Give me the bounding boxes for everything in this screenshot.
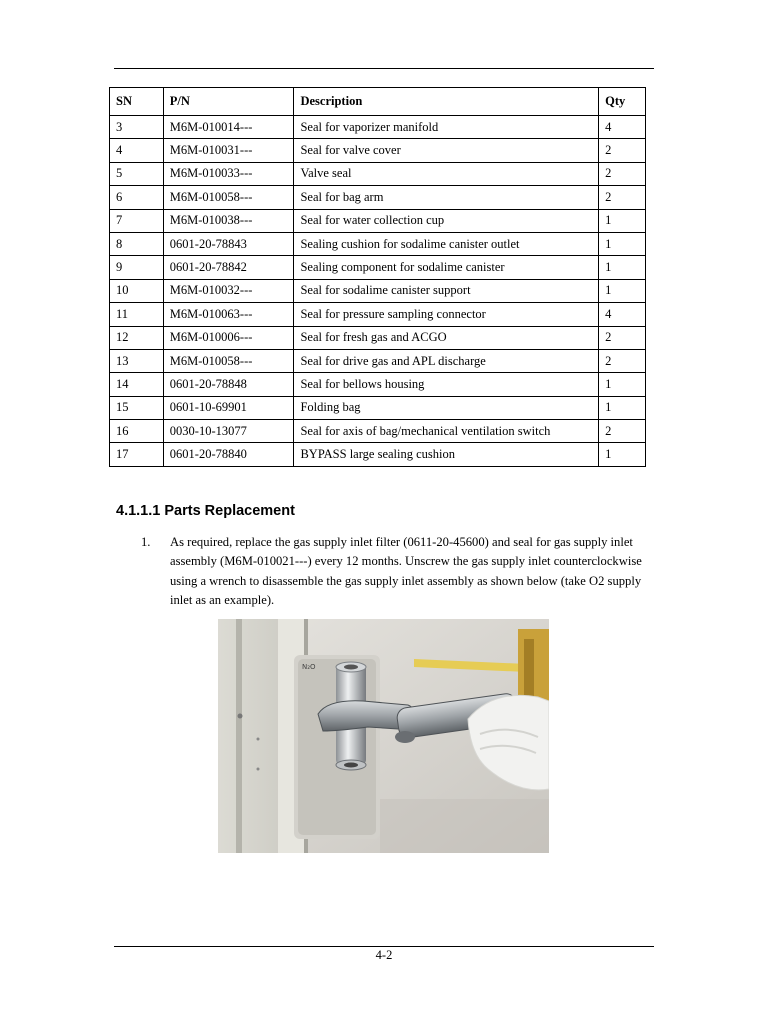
table-row (110, 116, 646, 139)
table-row (110, 162, 646, 185)
header-sn: SN (110, 88, 164, 116)
cell-pn: 0601-20-78842 (163, 256, 294, 279)
instruction-step (141, 533, 661, 610)
cell-sn: 17 (110, 443, 164, 466)
cell-sn: 9 (110, 256, 164, 279)
cell-qty: 4 (599, 303, 646, 326)
cell-qty: 1 (599, 373, 646, 396)
table-row (110, 139, 646, 162)
table-row (110, 420, 646, 443)
step-number: 1. (141, 535, 151, 549)
table-row (110, 256, 646, 279)
table-row (110, 303, 646, 326)
cell-pn: 0601-10-69901 (163, 396, 294, 419)
cell-qty: 1 (599, 209, 646, 232)
cell-pn: M6M-010058--- (163, 349, 294, 372)
cell-description: Seal for sodalime canister support (294, 279, 599, 302)
cell-pn: M6M-010063--- (163, 303, 294, 326)
cell-sn: 10 (110, 279, 164, 302)
table-row (110, 186, 646, 209)
cell-qty: 2 (599, 420, 646, 443)
cell-pn: M6M-010031--- (163, 139, 294, 162)
cell-sn: 13 (110, 349, 164, 372)
cell-description: BYPASS large sealing cushion (294, 443, 599, 466)
table-row (110, 209, 646, 232)
page-number: 4-2 (375, 948, 393, 962)
cell-sn: 8 (110, 232, 164, 255)
cell-description: Seal for drive gas and APL discharge (294, 349, 599, 372)
cell-pn: M6M-010058--- (163, 186, 294, 209)
cell-description: Seal for pressure sampling connector (294, 303, 599, 326)
cell-sn: 11 (110, 303, 164, 326)
cell-sn: 12 (110, 326, 164, 349)
cell-qty: 2 (599, 326, 646, 349)
header-qty: Qty (599, 88, 646, 116)
cell-description: Seal for axis of bag/mechanical ventilation switch (294, 420, 599, 443)
cell-pn: M6M-010038--- (163, 209, 294, 232)
cell-qty: 4 (599, 116, 646, 139)
cell-sn: 4 (110, 139, 164, 162)
cell-qty: 2 (599, 349, 646, 372)
footer-rule (114, 946, 654, 947)
cell-description: Seal for valve cover (294, 139, 599, 162)
cell-description: Seal for vaporizer manifold (294, 116, 599, 139)
table-row (110, 326, 646, 349)
cell-description: Sealing component for sodalime canister (294, 256, 599, 279)
cell-qty: 2 (599, 139, 646, 162)
cell-sn: 15 (110, 396, 164, 419)
cell-description: Valve seal (294, 162, 599, 185)
parts-table (109, 87, 646, 467)
cell-qty: 1 (599, 256, 646, 279)
header-pn: P/N (163, 88, 294, 116)
table-row (110, 443, 646, 466)
cell-description: Seal for bellows housing (294, 373, 599, 396)
cell-qty: 1 (599, 443, 646, 466)
table-body (110, 116, 646, 467)
cell-pn: M6M-010033--- (163, 162, 294, 185)
cell-description: Seal for water collection cup (294, 209, 599, 232)
header-description: Description (294, 88, 599, 116)
cell-qty: 2 (599, 162, 646, 185)
table-row (110, 349, 646, 372)
table-row (110, 279, 646, 302)
cell-pn: 0601-20-78843 (163, 232, 294, 255)
panel-label: N₂O (302, 663, 316, 671)
cell-pn: 0601-20-78848 (163, 373, 294, 396)
cell-qty: 2 (599, 186, 646, 209)
cell-pn: M6M-010032--- (163, 279, 294, 302)
cell-pn: M6M-010006--- (163, 326, 294, 349)
cell-pn: 0030-10-13077 (163, 420, 294, 443)
cell-sn: 5 (110, 162, 164, 185)
table-row (110, 396, 646, 419)
cell-pn: 0601-20-78840 (163, 443, 294, 466)
cell-qty: 1 (599, 232, 646, 255)
cell-sn: 6 (110, 186, 164, 209)
cell-pn: M6M-010014--- (163, 116, 294, 139)
cell-sn: 14 (110, 373, 164, 396)
cell-sn: 7 (110, 209, 164, 232)
cell-description: Sealing cushion for sodalime canister outlet (294, 232, 599, 255)
photo-illustration (218, 619, 549, 853)
cell-qty: 1 (599, 279, 646, 302)
section-heading: 4.1.1.1 Parts Replacement (116, 503, 295, 519)
cell-sn: 3 (110, 116, 164, 139)
cell-description: Seal for bag arm (294, 186, 599, 209)
cell-qty: 1 (599, 396, 646, 419)
cell-description: Folding bag (294, 396, 599, 419)
cell-description: Seal for fresh gas and ACGO (294, 326, 599, 349)
table-header-row (110, 88, 646, 116)
step-text: As required, replace the gas supply inlet filter (0611-20-45600) and seal for gas supply inlet assembly (M6M-010021---) every 12 months. Unscrew the gas supply inlet counterclockwise using a wrench to disassemble the gas supply inlet assembly as shown below (take O2 supply inlet as an example). (170, 535, 642, 607)
table-row (110, 373, 646, 396)
table-row (110, 232, 646, 255)
header-rule (114, 68, 654, 69)
cell-sn: 16 (110, 420, 164, 443)
wrench-photo (218, 619, 549, 853)
